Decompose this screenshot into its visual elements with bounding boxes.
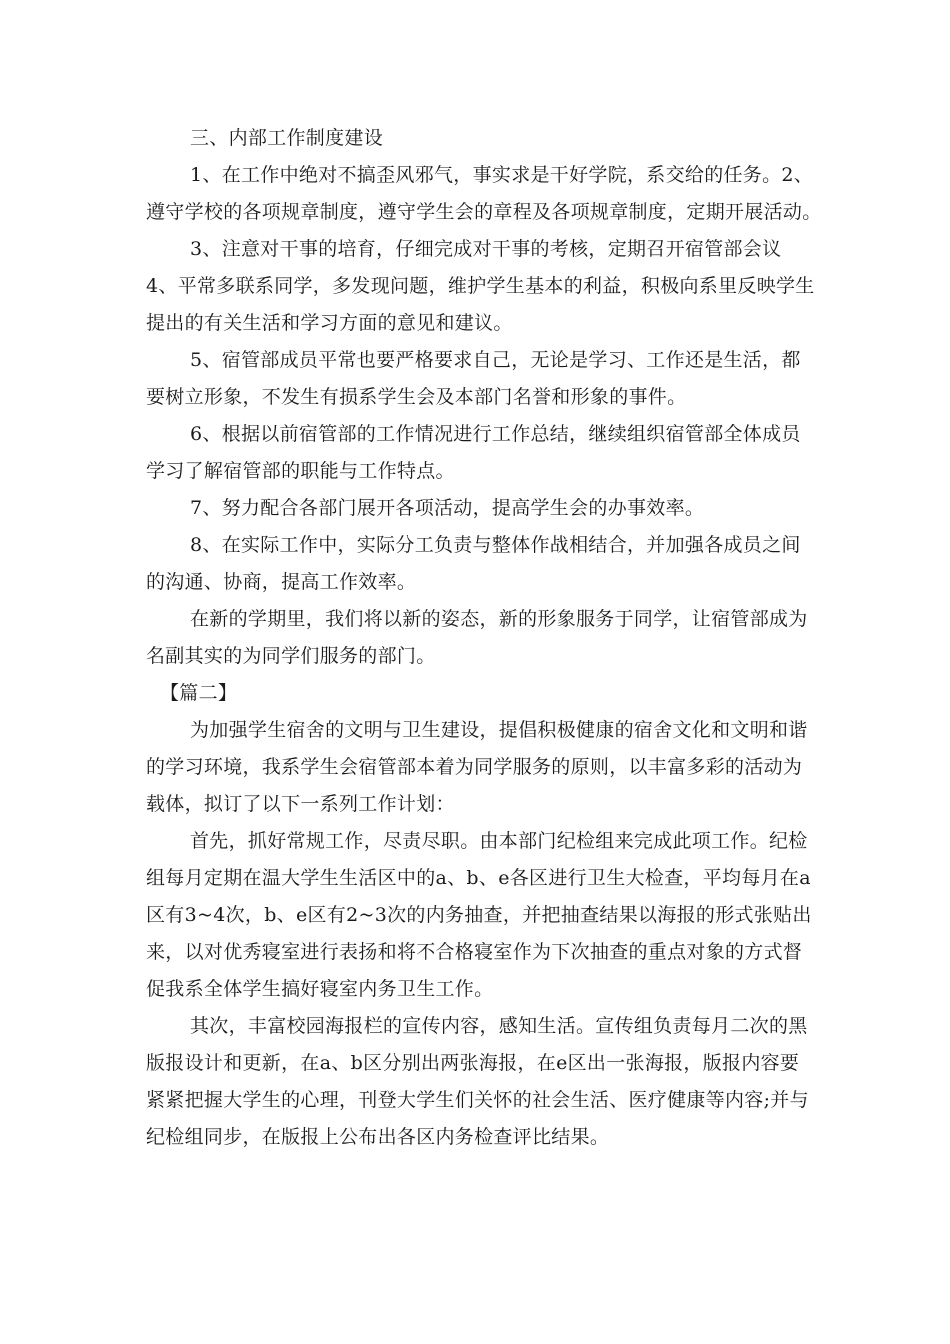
- text-line: 要树立形象，不发生有损系学生会及本部门名誉和形象的事件。: [146, 386, 687, 408]
- text-line: 3、注意对干事的培育，仔细完成对干事的考核，定期召开宿管部会议: [190, 238, 782, 260]
- text-line: 载体，拟订了以下一系列工作计划：: [146, 793, 455, 815]
- text-line: 名副其实的为同学们服务的部门。: [146, 645, 436, 667]
- text-line: 8、在实际工作中，实际分工负责与整体作战相结合，并加强各成员之间: [190, 534, 801, 556]
- text-line: 来，以对优秀寝室进行表扬和将不合格寝室作为下次抽查的重点对象的方式督: [146, 941, 803, 963]
- text-line: 区有3~4次，b、e区有2~3次的内务抽查，并把抽查结果以海报的形式张贴出: [146, 904, 812, 926]
- text-line: 三、内部工作制度建设: [190, 127, 384, 149]
- text-line: 7、努力配合各部门展开各项活动，提高学生会的办事效率。: [190, 497, 705, 519]
- text-line: 首先，抓好常规工作，尽责尽职。由本部门纪检组来完成此项工作。纪检: [190, 830, 808, 852]
- text-line: 版报设计和更新，在a、b区分别出两张海报，在e区出一张海报，版报内容要: [146, 1052, 800, 1074]
- text-line: 的沟通、协商，提高工作效率。: [146, 571, 417, 593]
- text-line: 其次，丰富校园海报栏的宣传内容，感知生活。宣传组负责每月二次的黑: [190, 1015, 808, 1037]
- text-line: 紧紧把握大学生的心理，刊登大学生们关怀的社会生活、医疗健康等内容;并与: [146, 1089, 809, 1111]
- text-line: 为加强学生宿舍的文明与卫生建设，提倡积极健康的宿舍文化和文明和谐: [190, 719, 808, 741]
- text-line: 促我系全体学生搞好寝室内务卫生工作。: [146, 978, 494, 1000]
- text-line: 6、根据以前宿管部的工作情况进行工作总结，继续组织宿管部全体成员: [190, 423, 801, 445]
- text-line: 遵守学校的各项规章制度，遵守学生会的章程及各项规章制度，定期开展活动。: [146, 201, 822, 223]
- text-line: 的学习环境，我系学生会宿管部本着为同学服务的原则，以丰富多彩的活动为: [146, 756, 803, 778]
- document-body: [146, 120, 822, 1156]
- text-line: 4、平常多联系同学，多发现问题，维护学生基本的利益，积极向系里反映学生: [146, 275, 815, 297]
- text-line: 1、在工作中绝对不搞歪风邪气，事实求是干好学院，系交给的任务。2、: [190, 164, 814, 186]
- text-line: 5、宿管部成员平常也要严格要求自己，无论是学习、工作还是生活，都: [190, 349, 801, 371]
- text-line: 提出的有关生活和学习方面的意见和建议。: [146, 312, 513, 334]
- text-line: 学习了解宿管部的职能与工作特点。: [146, 460, 455, 482]
- text-line: 组每月定期在温大学生生活区中的a、b、e各区进行卫生大检查，平均每月在a: [146, 867, 811, 889]
- text-line: 在新的学期里，我们将以新的姿态，新的形象服务于同学，让宿管部成为: [190, 608, 808, 630]
- section-heading: 【篇二】: [160, 682, 238, 704]
- text-line: 纪检组同步，在版报上公布出各区内务检查评比结果。: [146, 1126, 610, 1148]
